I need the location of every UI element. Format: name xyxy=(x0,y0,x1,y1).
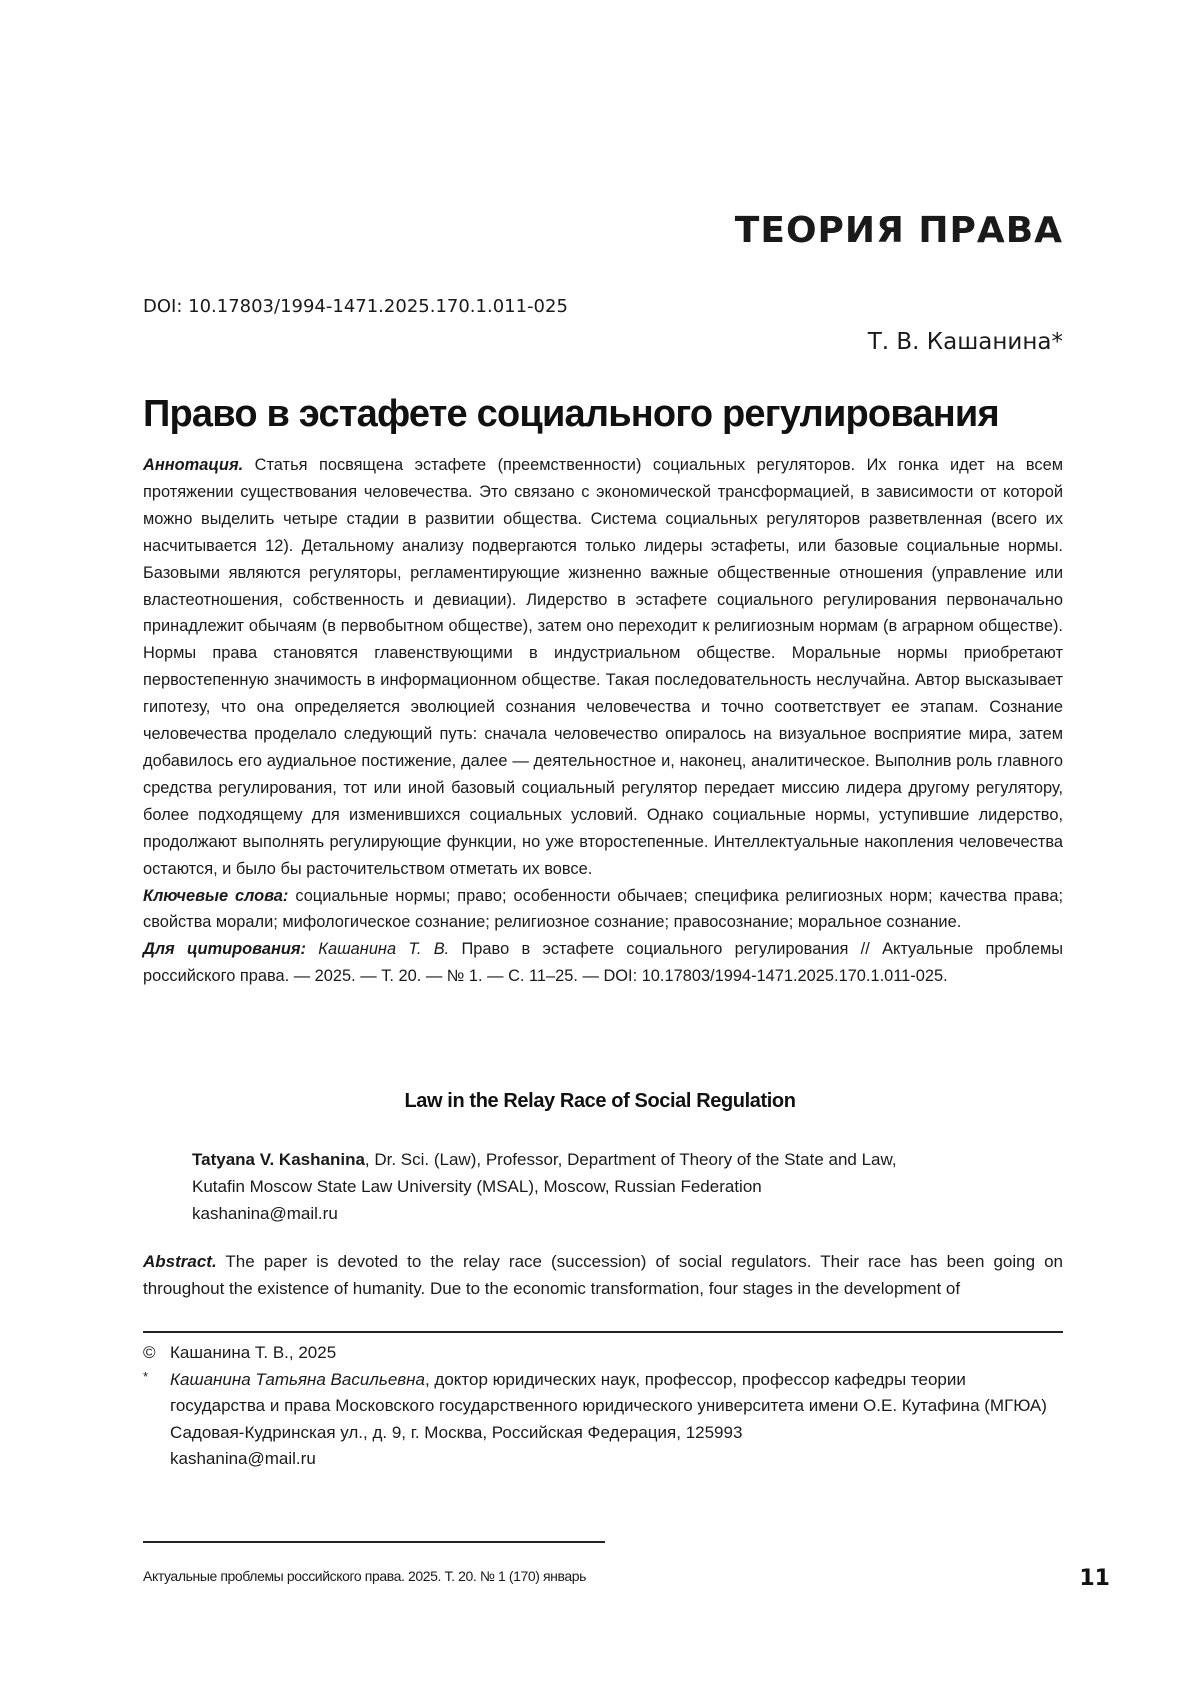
citation-label: Для цитирования: xyxy=(143,940,306,959)
page-number: 11 xyxy=(1079,1566,1110,1591)
english-author-name: Tatyana V. Kashanina xyxy=(192,1150,365,1169)
annotation-text: Статья посвящена эстафете (преемственности) социальных регуляторов. Их гонка идет на всем протяжении существования человечества. Это связано с экономической трансформацией, в зависимости от которой можно выделить четыре стадии в развитии общества. Система социальных регуляторов разветвленная (всего их насчитывается 12). Детальному анализу подвергаются только лидеры эстафеты, или базовые социальные нормы. Базовыми являются регуляторы, регламентирующие жизненно важные общественные отношения (управление или властеотношения, собственность и девиации). Лидерство в эстафете социального регулирования первоначально принадлежит обычаям (в первобытном обществе), затем оно переходит к религиозным нормам (в аграрном обществе). Нормы права становятся главенствующими в индустриальном обществе. Моральные нормы приобретают первостепенную значимость в информационном обществе. Такая последовательность неслучайна. Автор высказывает гипотезу, что она определяется эволюцией сознания человечества и точно соответствует ее этапам. Сознание человечества проделало следующий путь: сначала человечество опиралось на визуальное восприятие мира, затем добавилось его аудиальное постижение, далее — деятельностное и, наконец, аналитическое. Выполнив роль главного средства регулирования, тот или иной базовый социальный регулятор передает миссию лидера другому регулятору, более подходящему для изменившихся социальных условий. Однако социальные нормы, уступившие лидерство, продолжают выполнять регулирующие функции, но уже второстепенные. Интеллектуальные накопления человечества остаются, и было бы расточительством отметать их вовсе. xyxy=(143,456,1063,878)
footnote-author-name: Кашанина Татьяна Васильевна xyxy=(170,1369,425,1389)
english-author-affiliation-1: , Dr. Sci. (Law), Professor, Department of Theory of the State and Law, xyxy=(364,1150,897,1169)
english-abstract-label: Abstract. xyxy=(143,1252,217,1271)
keywords-label: Ключевые слова: xyxy=(143,886,289,905)
footnotes xyxy=(143,1340,1063,1473)
keywords-paragraph xyxy=(143,883,1063,937)
abstract-block xyxy=(143,452,1063,990)
annotation-label: Аннотация. xyxy=(143,456,244,474)
footnote-email: kashanina@mail.ru xyxy=(170,1449,316,1468)
footnote-author-description: , доктор юридических наук, профессор, профессор кафедры теории государства и права Московского государственного юридического университета имени О.Е. Кутафина (МГЮА) xyxy=(170,1369,1047,1415)
copyright-footnote xyxy=(143,1340,1063,1367)
english-author-line-1 xyxy=(192,1146,1012,1173)
footer-divider xyxy=(143,1541,605,1543)
english-author-block xyxy=(192,1146,1012,1227)
asterisk-mark: * xyxy=(143,1368,149,1384)
annotation-paragraph xyxy=(143,452,1063,883)
citation-text: Право в эстафете социального регулирования // Актуальные проблемы российского права. — 2025. — Т. 20. — № 1. — С. 11–25. — DOI: 10.17803/1994-1471.2025.170.1.011-025. xyxy=(143,940,1063,986)
footnote-divider xyxy=(143,1331,1063,1333)
english-abstract xyxy=(143,1248,1063,1302)
keywords-text: социальные нормы; право; особенности обычаев; специфика религиозных норм; качества права; свойства морали; мифологическое сознание; религиозное сознание; правосознание; моральное сознание. xyxy=(143,886,1063,932)
english-author-affiliation-2: Kutafin Moscow State Law University (MSAL), Moscow, Russian Federation xyxy=(192,1177,762,1196)
english-abstract-text: The paper is devoted to the relay race (succession) of social regulators. Their race has been going on throughout the existence of humanity. Due to the economic transformation, four stages in the development of xyxy=(143,1252,1063,1298)
doi: DOI: 10.17803/1994-1471.2025.170.1.011-025 xyxy=(143,296,568,317)
author-footnote xyxy=(143,1367,1063,1473)
section-heading: ТЕОРИЯ ПРАВА xyxy=(734,210,1063,251)
journal-citation: Актуальные проблемы российского права. 2025. Т. 20. № 1 (170) январь xyxy=(143,1568,587,1584)
copyright-mark: © xyxy=(143,1343,156,1362)
copyright-text: Кашанина Т. В., 2025 xyxy=(170,1343,337,1362)
article-title: Право в эстафете социального регулирования xyxy=(143,393,999,435)
author-name: Т. В. Кашанина* xyxy=(867,329,1063,355)
citation-author: Кашанина Т. В. xyxy=(318,940,450,959)
citation-paragraph xyxy=(143,936,1063,990)
footnote-address: Садовая-Кудринская ул., д. 9, г. Москва, Российская Федерация, 125993 xyxy=(170,1422,743,1442)
english-author-email: kashanina@mail.ru xyxy=(192,1204,338,1223)
english-title: Law in the Relay Race of Social Regulation xyxy=(404,1090,796,1112)
